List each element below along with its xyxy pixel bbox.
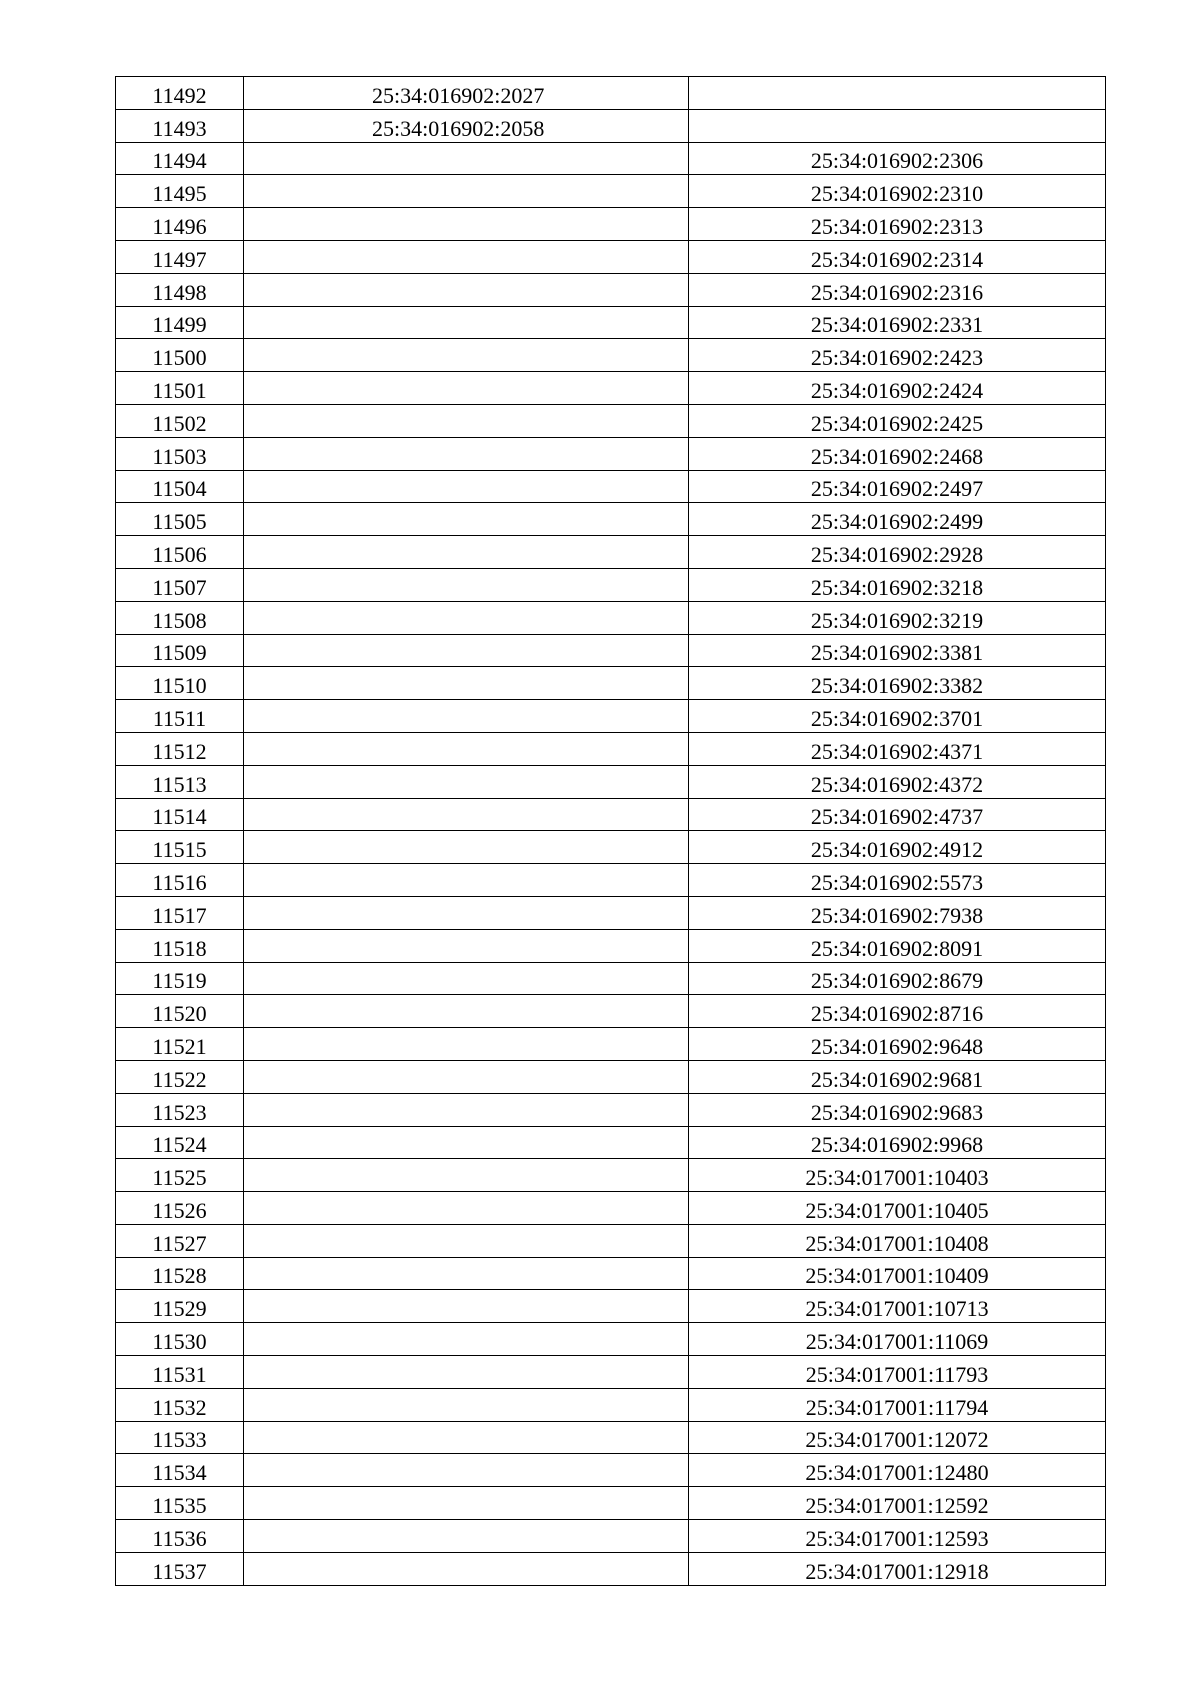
row-number-cell: 11502 bbox=[116, 404, 244, 437]
cadastral-number-cell-col3: 25:34:016902:2499 bbox=[689, 503, 1106, 536]
cadastral-number-cell-col3: 25:34:016902:2497 bbox=[689, 470, 1106, 503]
cadastral-number-cell-col2 bbox=[244, 1323, 689, 1356]
cadastral-number-cell-col2 bbox=[244, 1257, 689, 1290]
cadastral-number-cell-col3: 25:34:016902:9968 bbox=[689, 1126, 1106, 1159]
row-number-cell: 11520 bbox=[116, 995, 244, 1028]
cadastral-number-cell-col2 bbox=[244, 1290, 689, 1323]
table-row bbox=[116, 1388, 1106, 1421]
row-number-cell: 11493 bbox=[116, 109, 244, 142]
table-row bbox=[116, 1126, 1106, 1159]
row-number-cell: 11525 bbox=[116, 1159, 244, 1192]
row-number-cell: 11526 bbox=[116, 1192, 244, 1225]
table-row bbox=[116, 1487, 1106, 1520]
cadastral-number-cell-col3: 25:34:017001:12072 bbox=[689, 1421, 1106, 1454]
table-row bbox=[116, 1224, 1106, 1257]
row-number-cell: 11527 bbox=[116, 1224, 244, 1257]
cadastral-number-cell-col2 bbox=[244, 1126, 689, 1159]
table-row bbox=[116, 372, 1106, 405]
row-number-cell: 11513 bbox=[116, 765, 244, 798]
table-row bbox=[116, 1520, 1106, 1553]
table-row bbox=[116, 601, 1106, 634]
cadastral-number-cell-col3: 25:34:016902:8716 bbox=[689, 995, 1106, 1028]
row-number-cell: 11533 bbox=[116, 1421, 244, 1454]
cadastral-number-cell-col2 bbox=[244, 1159, 689, 1192]
table-row bbox=[116, 273, 1106, 306]
table-row bbox=[116, 1257, 1106, 1290]
row-number-cell: 11530 bbox=[116, 1323, 244, 1356]
table-row bbox=[116, 634, 1106, 667]
row-number-cell: 11516 bbox=[116, 864, 244, 897]
cadastral-number-cell-col3: 25:34:017001:10713 bbox=[689, 1290, 1106, 1323]
cadastral-number-cell-col3: 25:34:016902:2306 bbox=[689, 142, 1106, 175]
row-number-cell: 11528 bbox=[116, 1257, 244, 1290]
row-number-cell: 11512 bbox=[116, 732, 244, 765]
cadastral-number-cell-col2 bbox=[244, 929, 689, 962]
cadastral-number-cell-col3: 25:34:016902:2314 bbox=[689, 240, 1106, 273]
cadastral-number-cell-col2 bbox=[244, 995, 689, 1028]
row-number-cell: 11524 bbox=[116, 1126, 244, 1159]
cadastral-number-cell-col3: 25:34:016902:2313 bbox=[689, 208, 1106, 241]
cadastral-number-cell-col2 bbox=[244, 503, 689, 536]
table-row bbox=[116, 109, 1106, 142]
cadastral-number-cell-col3: 25:34:017001:12918 bbox=[689, 1552, 1106, 1585]
cadastral-number-cell-col3: 25:34:016902:3382 bbox=[689, 667, 1106, 700]
table-row bbox=[116, 864, 1106, 897]
cadastral-number-cell-col3: 25:34:016902:2310 bbox=[689, 175, 1106, 208]
cadastral-number-cell-col3: 25:34:016902:2468 bbox=[689, 437, 1106, 470]
cadastral-number-cell-col3: 25:34:016902:9683 bbox=[689, 1093, 1106, 1126]
cadastral-number-cell-col3: 25:34:016902:2331 bbox=[689, 306, 1106, 339]
cadastral-number-cell-col2 bbox=[244, 568, 689, 601]
table-row bbox=[116, 1060, 1106, 1093]
cadastral-number-cell-col2 bbox=[244, 700, 689, 733]
cadastral-number-cell-col3: 25:34:016902:4912 bbox=[689, 831, 1106, 864]
cadastral-number-cell-col3: 25:34:016902:2424 bbox=[689, 372, 1106, 405]
cadastral-number-cell-col2 bbox=[244, 273, 689, 306]
cadastral-number-cell-col2 bbox=[244, 634, 689, 667]
cadastral-number-cell-col2 bbox=[244, 1028, 689, 1061]
cadastral-number-cell-col2 bbox=[244, 732, 689, 765]
cadastral-number-cell-col3: 25:34:017001:11069 bbox=[689, 1323, 1106, 1356]
row-number-cell: 11518 bbox=[116, 929, 244, 962]
row-number-cell: 11529 bbox=[116, 1290, 244, 1323]
table-row bbox=[116, 667, 1106, 700]
cadastral-number-cell-col2 bbox=[244, 339, 689, 372]
cadastral-number-cell-col2 bbox=[244, 798, 689, 831]
cadastral-number-cell-col2 bbox=[244, 240, 689, 273]
row-number-cell: 11535 bbox=[116, 1487, 244, 1520]
cadastral-number-cell-col3 bbox=[689, 109, 1106, 142]
cadastral-number-cell-col3: 25:34:016902:8091 bbox=[689, 929, 1106, 962]
cadastral-number-cell-col3: 25:34:016902:8679 bbox=[689, 962, 1106, 995]
row-number-cell: 11511 bbox=[116, 700, 244, 733]
table-row bbox=[116, 1454, 1106, 1487]
table-row bbox=[116, 1159, 1106, 1192]
table-row bbox=[116, 306, 1106, 339]
cadastral-number-cell-col3: 25:34:016902:3218 bbox=[689, 568, 1106, 601]
cadastral-number-cell-col3: 25:34:016902:4737 bbox=[689, 798, 1106, 831]
cadastral-table bbox=[115, 76, 1106, 1586]
table-body bbox=[116, 77, 1106, 1586]
cadastral-number-cell-col2 bbox=[244, 1060, 689, 1093]
row-number-cell: 11499 bbox=[116, 306, 244, 339]
cadastral-number-cell-col2 bbox=[244, 208, 689, 241]
cadastral-number-cell-col3: 25:34:017001:10403 bbox=[689, 1159, 1106, 1192]
table-row bbox=[116, 765, 1106, 798]
row-number-cell: 11523 bbox=[116, 1093, 244, 1126]
table-row bbox=[116, 1552, 1106, 1585]
table-row bbox=[116, 1192, 1106, 1225]
cadastral-number-cell-col3: 25:34:016902:4372 bbox=[689, 765, 1106, 798]
cadastral-number-cell-col3: 25:34:016902:2425 bbox=[689, 404, 1106, 437]
row-number-cell: 11495 bbox=[116, 175, 244, 208]
row-number-cell: 11497 bbox=[116, 240, 244, 273]
cadastral-number-cell-col2 bbox=[244, 536, 689, 569]
cadastral-number-cell-col2 bbox=[244, 831, 689, 864]
cadastral-number-cell-col2 bbox=[244, 1454, 689, 1487]
table-row bbox=[116, 1028, 1106, 1061]
row-number-cell: 11510 bbox=[116, 667, 244, 700]
table-row bbox=[116, 831, 1106, 864]
cadastral-number-cell-col3 bbox=[689, 77, 1106, 110]
row-number-cell: 11505 bbox=[116, 503, 244, 536]
cadastral-number-cell-col3: 25:34:017001:10405 bbox=[689, 1192, 1106, 1225]
table-row bbox=[116, 339, 1106, 372]
row-number-cell: 11531 bbox=[116, 1356, 244, 1389]
table-row bbox=[116, 962, 1106, 995]
table-row bbox=[116, 732, 1106, 765]
cadastral-number-cell-col2 bbox=[244, 470, 689, 503]
cadastral-number-cell-col2 bbox=[244, 962, 689, 995]
cadastral-number-cell-col3: 25:34:017001:12593 bbox=[689, 1520, 1106, 1553]
cadastral-number-cell-col2 bbox=[244, 1224, 689, 1257]
table-row bbox=[116, 142, 1106, 175]
row-number-cell: 11517 bbox=[116, 896, 244, 929]
cadastral-number-cell-col2: 25:34:016902:2058 bbox=[244, 109, 689, 142]
table-row bbox=[116, 798, 1106, 831]
cadastral-number-cell-col2 bbox=[244, 175, 689, 208]
table-row bbox=[116, 240, 1106, 273]
table-row bbox=[116, 503, 1106, 536]
cadastral-number-cell-col2 bbox=[244, 142, 689, 175]
table-row bbox=[116, 1421, 1106, 1454]
table-row bbox=[116, 175, 1106, 208]
row-number-cell: 11492 bbox=[116, 77, 244, 110]
row-number-cell: 11515 bbox=[116, 831, 244, 864]
table-row bbox=[116, 1356, 1106, 1389]
cadastral-number-cell-col2 bbox=[244, 601, 689, 634]
row-number-cell: 11522 bbox=[116, 1060, 244, 1093]
row-number-cell: 11494 bbox=[116, 142, 244, 175]
row-number-cell: 11532 bbox=[116, 1388, 244, 1421]
cadastral-number-cell-col2 bbox=[244, 1552, 689, 1585]
cadastral-number-cell-col3: 25:34:016902:2928 bbox=[689, 536, 1106, 569]
cadastral-number-cell-col3: 25:34:016902:3701 bbox=[689, 700, 1106, 733]
cadastral-number-cell-col3: 25:34:016902:5573 bbox=[689, 864, 1106, 897]
cadastral-number-cell-col2 bbox=[244, 896, 689, 929]
row-number-cell: 11507 bbox=[116, 568, 244, 601]
cadastral-number-cell-col2 bbox=[244, 864, 689, 897]
table-row bbox=[116, 208, 1106, 241]
cadastral-number-cell-col2 bbox=[244, 437, 689, 470]
row-number-cell: 11506 bbox=[116, 536, 244, 569]
cadastral-number-cell-col3: 25:34:016902:2316 bbox=[689, 273, 1106, 306]
row-number-cell: 11534 bbox=[116, 1454, 244, 1487]
cadastral-number-cell-col3: 25:34:017001:10409 bbox=[689, 1257, 1106, 1290]
table-row bbox=[116, 568, 1106, 601]
cadastral-number-cell-col3: 25:34:017001:12592 bbox=[689, 1487, 1106, 1520]
cadastral-number-cell-col3: 25:34:016902:4371 bbox=[689, 732, 1106, 765]
row-number-cell: 11521 bbox=[116, 1028, 244, 1061]
table-row bbox=[116, 929, 1106, 962]
cadastral-number-cell-col3: 25:34:017001:12480 bbox=[689, 1454, 1106, 1487]
cadastral-number-cell-col3: 25:34:017001:11793 bbox=[689, 1356, 1106, 1389]
cadastral-number-cell-col3: 25:34:016902:9648 bbox=[689, 1028, 1106, 1061]
row-number-cell: 11496 bbox=[116, 208, 244, 241]
cadastral-number-cell-col3: 25:34:016902:3219 bbox=[689, 601, 1106, 634]
row-number-cell: 11508 bbox=[116, 601, 244, 634]
cadastral-number-cell-col2: 25:34:016902:2027 bbox=[244, 77, 689, 110]
table-row bbox=[116, 700, 1106, 733]
row-number-cell: 11509 bbox=[116, 634, 244, 667]
table-row bbox=[116, 437, 1106, 470]
cadastral-number-cell-col3: 25:34:016902:9681 bbox=[689, 1060, 1106, 1093]
cadastral-number-cell-col2 bbox=[244, 1520, 689, 1553]
row-number-cell: 11514 bbox=[116, 798, 244, 831]
table-row bbox=[116, 536, 1106, 569]
table-row bbox=[116, 1323, 1106, 1356]
table-row bbox=[116, 470, 1106, 503]
cadastral-number-cell-col3: 25:34:016902:3381 bbox=[689, 634, 1106, 667]
cadastral-number-cell-col2 bbox=[244, 372, 689, 405]
table-row bbox=[116, 896, 1106, 929]
row-number-cell: 11536 bbox=[116, 1520, 244, 1553]
row-number-cell: 11501 bbox=[116, 372, 244, 405]
row-number-cell: 11500 bbox=[116, 339, 244, 372]
table-row bbox=[116, 995, 1106, 1028]
cadastral-number-cell-col3: 25:34:016902:2423 bbox=[689, 339, 1106, 372]
cadastral-number-cell-col2 bbox=[244, 1356, 689, 1389]
table-row bbox=[116, 1093, 1106, 1126]
cadastral-number-cell-col3: 25:34:016902:7938 bbox=[689, 896, 1106, 929]
cadastral-number-cell-col3: 25:34:017001:11794 bbox=[689, 1388, 1106, 1421]
table-row bbox=[116, 77, 1106, 110]
row-number-cell: 11537 bbox=[116, 1552, 244, 1585]
table-row bbox=[116, 1290, 1106, 1323]
cadastral-number-cell-col2 bbox=[244, 765, 689, 798]
cadastral-number-cell-col2 bbox=[244, 1093, 689, 1126]
row-number-cell: 11498 bbox=[116, 273, 244, 306]
row-number-cell: 11504 bbox=[116, 470, 244, 503]
cadastral-number-cell-col2 bbox=[244, 1388, 689, 1421]
cadastral-number-cell-col2 bbox=[244, 1421, 689, 1454]
row-number-cell: 11503 bbox=[116, 437, 244, 470]
cadastral-number-cell-col2 bbox=[244, 667, 689, 700]
cadastral-number-cell-col2 bbox=[244, 306, 689, 339]
row-number-cell: 11519 bbox=[116, 962, 244, 995]
cadastral-number-cell-col3: 25:34:017001:10408 bbox=[689, 1224, 1106, 1257]
cadastral-number-cell-col2 bbox=[244, 1487, 689, 1520]
cadastral-number-cell-col2 bbox=[244, 404, 689, 437]
cadastral-number-cell-col2 bbox=[244, 1192, 689, 1225]
table-row bbox=[116, 404, 1106, 437]
